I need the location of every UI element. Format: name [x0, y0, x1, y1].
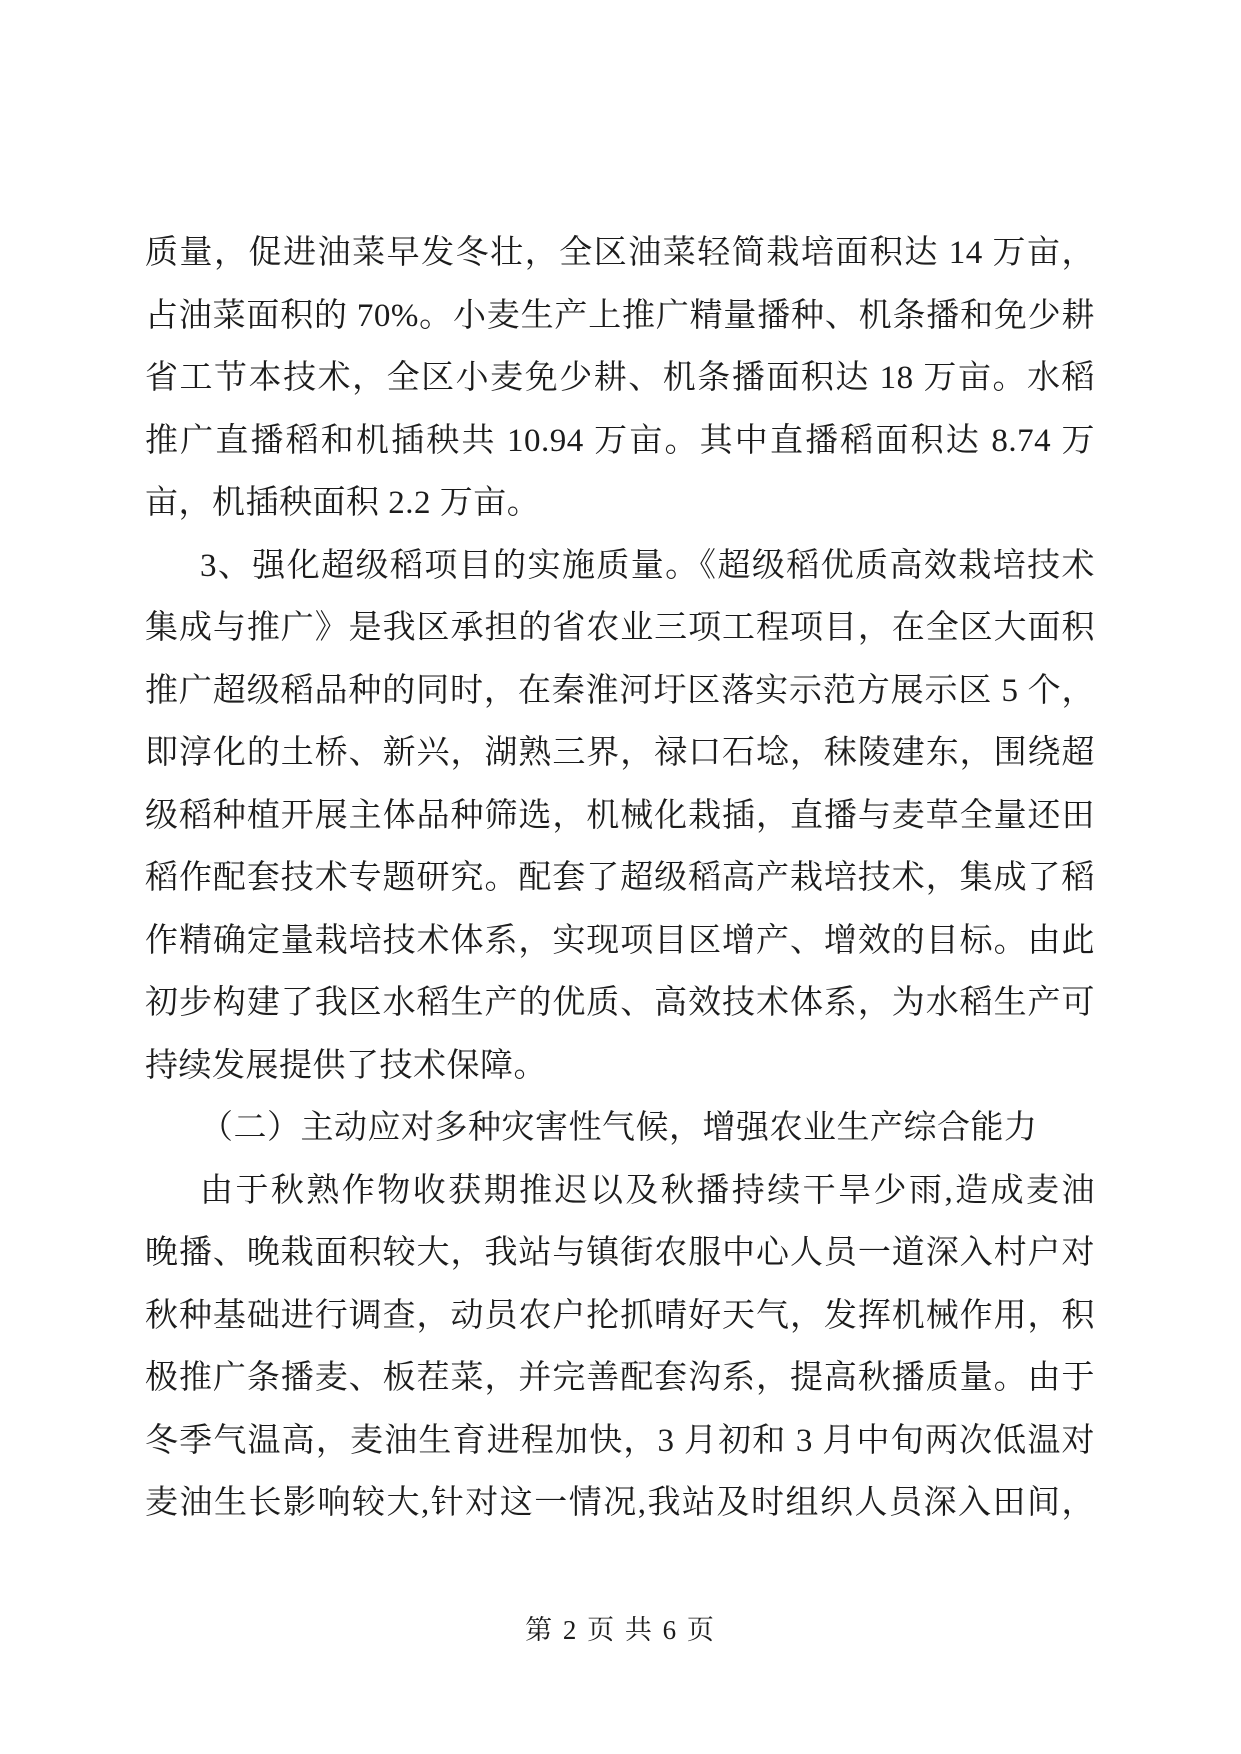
page-footer: 第 2 页 共 6 页 — [525, 1615, 716, 1645]
text-line: 麦油生长影响较大,针对这一情况,我站及时组织人员深入田间， — [145, 1485, 1095, 1521]
text-line: 持续发展提供了技术保障。 — [145, 1047, 547, 1084]
text-line: 省工节本技术，全区小麦免少耕、机条播面积达 18 万亩。水稻 — [145, 360, 1095, 396]
text-line: 秋种基础进行调查，动员农户抡抓晴好天气，发挥机械作用，积 — [145, 1297, 1095, 1334]
text-line: 3、强化超级稻项目的实施质量。《超级稻优质高效栽培技术 — [200, 547, 1095, 584]
text-line: 晚播、晚栽面积较大，我站与镇街农服中心人员一道深入村户对 — [145, 1235, 1095, 1271]
text-line: 作精确定量栽培技术体系，实现项目区增产、增效的目标。由此 — [145, 922, 1095, 959]
text-line: 初步构建了我区水稻生产的优质、高效技术体系，为水稻生产可 — [145, 985, 1095, 1021]
document-body — [145, 222, 1095, 1535]
text-line: 集成与推广》是我区承担的省农业三项工程项目，在全区大面积 — [145, 610, 1095, 646]
text-line: 亩，机插秧面积 2.2 万亩。 — [145, 485, 541, 521]
section-heading-line: （二）主动应对多种灾害性气候，增强农业生产综合能力 — [200, 1110, 1038, 1146]
text-line: 稻作配套技术专题研究。配套了超级稻高产栽培技术，集成了稻 — [145, 860, 1095, 896]
text-line: 冬季气温高，麦油生育进程加快，3 月初和 3 月中旬两次低温对 — [145, 1422, 1095, 1459]
text-line: 占油菜面积的 70%。小麦生产上推广精量播种、机条播和免少耕 — [145, 297, 1095, 334]
text-line: 由于秋熟作物收获期推迟以及秋播持续干旱少雨,造成麦油 — [200, 1172, 1095, 1209]
text-line: 级稻种植开展主体品种筛选，机械化栽插，直播与麦草全量还田 — [145, 797, 1095, 834]
text-line: 质量，促进油菜早发冬壮，全区油菜轻简栽培面积达 14 万亩， — [145, 235, 1095, 271]
text-line: 极推广条播麦、板茬菜，并完善配套沟系，提高秋播质量。由于 — [145, 1360, 1095, 1396]
text-line: 推广超级稻品种的同时，在秦淮河圩区落实示范方展示区 5 个， — [145, 672, 1095, 709]
text-line: 即淳化的土桥、新兴，湖熟三界，禄口石埝，秣陵建东，围绕超 — [145, 735, 1095, 771]
text-line: 推广直播稻和机插秧共 10.94 万亩。其中直播稻面积达 8.74 万 — [145, 422, 1095, 459]
